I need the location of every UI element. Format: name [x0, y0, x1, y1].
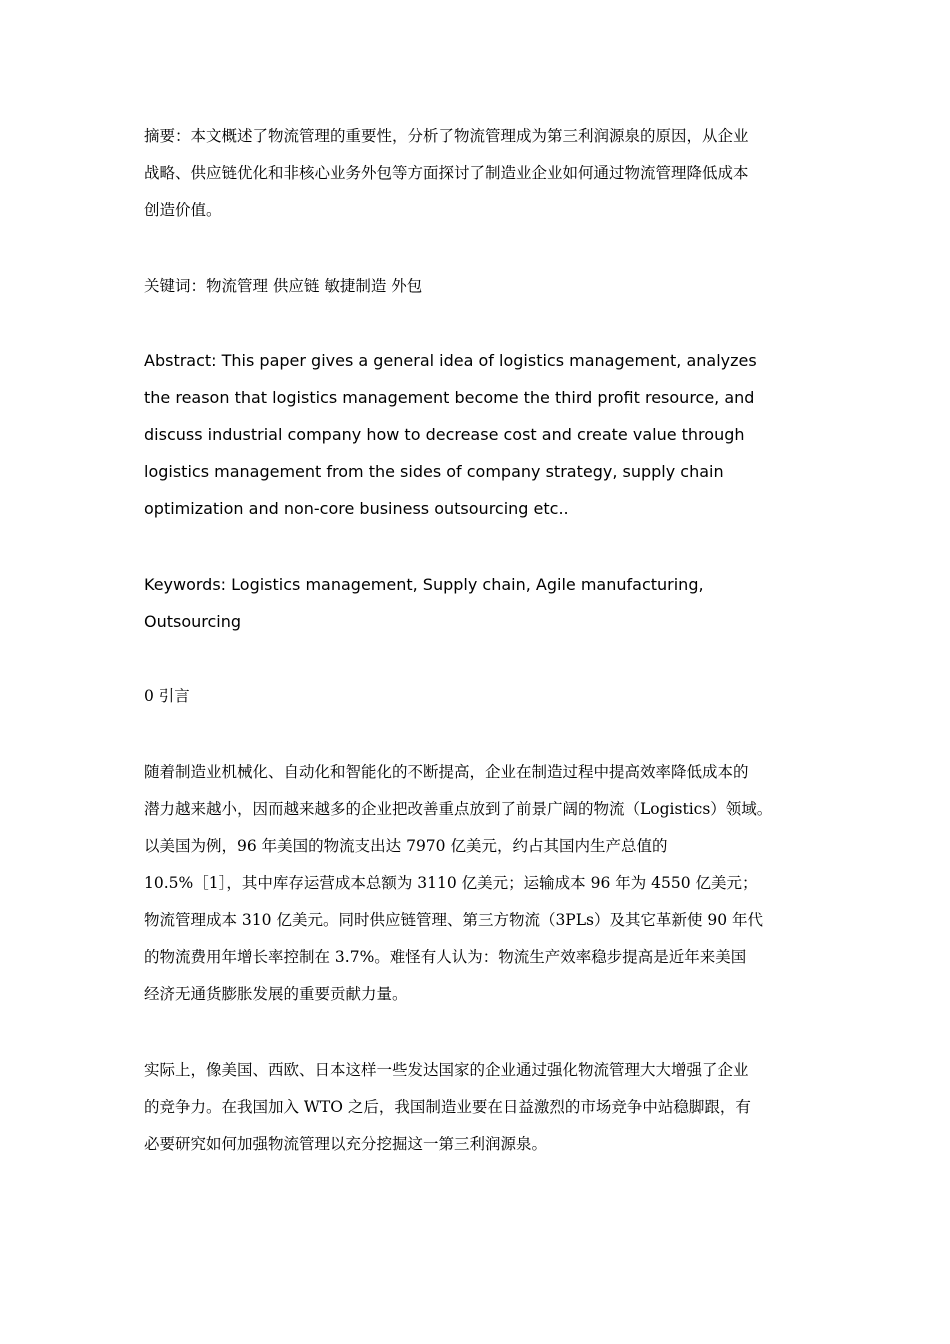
- abstract-cn-line: 摘要：本文概述了物流管理的重要性，分析了物流管理成为第三利润源泉的原因，从企业: [144, 127, 749, 145]
- intro-paragraph-2-line: 必要研究如何加强物流管理以充分挖掘这一第三利润源泉。: [144, 1135, 548, 1153]
- intro-paragraph-1-line: 10.5%［1］，其中库存运营成本总额为 3110 亿美元；运输成本 96 年为 4550 亿美元；: [144, 874, 758, 892]
- intro-paragraph-1-line: 潜力越来越小，因而越来越多的企业把改善重点放到了前景广阔的物流（Logistics）领域。: [144, 800, 773, 818]
- section-heading: [144, 678, 190, 715]
- abstract-cn-line: 战略、供应链优化和非核心业务外包等方面探讨了制造业企业如何通过物流管理降低成本: [144, 164, 749, 182]
- keywords-cn: [144, 268, 422, 305]
- abstract-cn: [144, 118, 749, 229]
- section-heading-line: 0 引言: [144, 687, 190, 705]
- intro-paragraph-1-line: 随着制造业机械化、自动化和智能化的不断提高，企业在制造过程中提高效率降低成本的: [144, 763, 749, 781]
- intro-paragraph-2-line: 的竞争力。在我国加入 WTO 之后，我国制造业要在日益激烈的市场竞争中站稳脚跟，有: [144, 1098, 751, 1116]
- keywords-en-line: Outsourcing: [144, 612, 242, 631]
- intro-paragraph-1-line: 物流管理成本 310 亿美元。同时供应链管理、第三方物流（3PLs）及其它革新使 90 年代: [144, 911, 764, 929]
- keywords-cn-line: 关键词：物流管理 供应链 敏捷制造 外包: [144, 277, 423, 295]
- abstract-en-line: logistics management from the sides of company strategy, supply chain: [144, 462, 724, 481]
- intro-paragraph-2: [144, 1052, 751, 1163]
- keywords-en-line: Keywords: Logistics management, Supply chain, Agile manufacturing,: [144, 575, 704, 594]
- abstract-cn-line: 创造价值。: [144, 201, 222, 219]
- abstract-en-line: Abstract: This paper gives a general idea of logistics management, analyzes: [144, 351, 757, 370]
- intro-paragraph-1-line: 经济无通货膨胀发展的重要贡献力量。: [144, 985, 408, 1003]
- keywords-en: [144, 566, 704, 640]
- abstract-en-line: optimization and non-core business outsourcing etc..: [144, 499, 569, 518]
- abstract-en-line: the reason that logistics management become the third profit resource, and: [144, 388, 755, 407]
- abstract-en: [144, 342, 757, 527]
- intro-paragraph-2-line: 实际上，像美国、西欧、日本这样一些发达国家的企业通过强化物流管理大大增强了企业: [144, 1061, 749, 1079]
- intro-paragraph-1-line: 的物流费用年增长率控制在 3.7%。难怪有人认为：物流生产效率稳步提高是近年来美国: [144, 948, 747, 966]
- abstract-en-line: discuss industrial company how to decrease cost and create value through: [144, 425, 745, 444]
- intro-paragraph-1-line: 以美国为例，96 年美国的物流支出达 7970 亿美元，约占其国内生产总值的: [144, 837, 668, 855]
- intro-paragraph-1: [144, 754, 772, 1013]
